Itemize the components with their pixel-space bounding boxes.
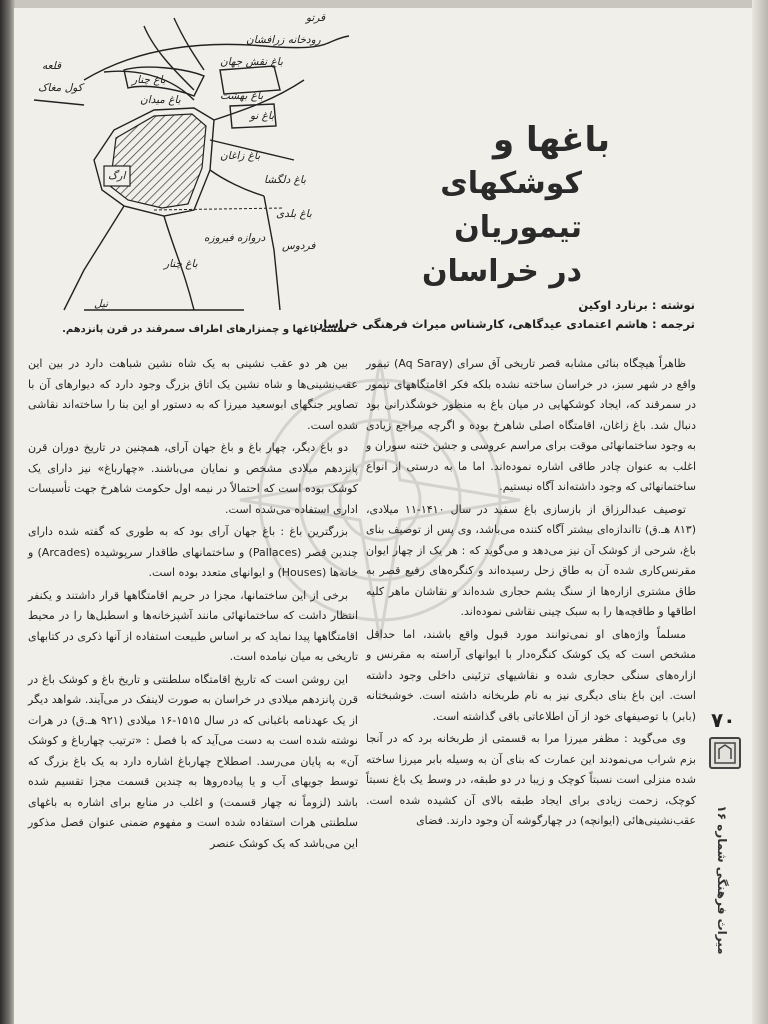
map-label: باغ دلگشا bbox=[264, 174, 306, 186]
samarkand-gardens-map bbox=[24, 10, 352, 322]
map-label: کول مغاک bbox=[38, 82, 83, 94]
translator-credit: ترجمه : هاشم اعتمادی عیدگاهی، کارشناس میراث فرهنگی خراسان bbox=[313, 317, 695, 331]
body-column-left bbox=[28, 354, 358, 856]
journal-logo-icon bbox=[709, 737, 741, 769]
map-label: دروازه فیروزه bbox=[204, 232, 266, 244]
map-label: نیل bbox=[94, 298, 109, 310]
page-edge bbox=[752, 0, 768, 1024]
map-label: باغ چنار bbox=[132, 74, 166, 86]
title-line-3: در خراسان bbox=[421, 254, 582, 289]
map-label: باغ نو bbox=[250, 110, 275, 122]
paragraph: بزرگترین باغ : باغ جهان آرای بود که به طوری که گفته شده دارای چندین قصر (Pallaces) و ساختمانهای طاقدار سرپوشیده (Arcades) و خانه‌ها (Houses) و ایوانهای متعدد بوده است. bbox=[28, 525, 358, 579]
author-credit: نوشته : برنارد اوکین bbox=[578, 298, 695, 312]
map-label: باغ چنار bbox=[164, 258, 198, 270]
map-label: باغ بهشت bbox=[220, 90, 264, 102]
article-title bbox=[360, 118, 610, 294]
paragraph: این روشن است که تاریخ اقامتگاه سلطنتی و تاریخ باغ و کوشک باغ در قرن پانزدهم میلادی در خراسان به صورت لاینفک در می‌آیند. شواهد دیگر از یک عهدنامه باغبانی که در سال ۱۵۱۵-۱۶ میلادی (۹۲۱ هـ.ق) در هرات نوشته شده است به دست می‌آید که با فصل : «ترتیب چهارباغ و کوشک آن» به پایان می‌رسد. اصطلاح چهارباغ اشاره دارد به یک باغ بزرگ که توسط جویهای آب و یا پیاده‌روها به چندین قسمت مجزا تقسیم شده باشد (لزوماً نه چهار قسمت) و اغلب در منابع برای اشاره به باغهای سلطنتی هرات استفاده شده است و مفهوم ضمنی عنوان فصل مذکور این می‌باشد که یک کوشک عنصر bbox=[28, 672, 358, 850]
map-label: فردوس bbox=[282, 240, 316, 252]
map-label: باغ بلدی bbox=[276, 208, 312, 220]
map-caption: نقشه باغها و چمنزارهای اطراف سمرقند در قرن پانزدهم. bbox=[62, 324, 348, 335]
paragraph: بین هر دو عقب نشینی به یک شاه نشین شباهت دارد در بین این عقب‌نشینی‌ها و شاه نشین یک اتاق بزرگ وجود دارد که دیوارهای آن با تصاویر جنگهای ابوسعید میرزا که به دستور او این بنا را ساخته‌اند نقاشی شده است. bbox=[28, 357, 358, 432]
map-drawing bbox=[24, 10, 352, 322]
map-label: قلعه bbox=[42, 60, 62, 72]
map-label: قرتو bbox=[306, 12, 326, 24]
paragraph: وی می‌گوید : مظفر میرزا مرا به قسمتی از طربخانه برد که در آنجا بزم شراب می‌نمودند این عمارت که بنای آن به وسیله بابر میرزا ساخته شده منزلی است نسبتاً کوچک و زیبا در دو طبقه، در وسط یک باغ نسبتاً کوچک، زحمت زیادی برای ایجاد طبقه بالای آن کشیده شده است. عقب‌نشینی‌هائی (ایوانچه) در چهارگوشه آن وجود دارند. فضای bbox=[366, 732, 696, 827]
map-label: باغ زاغان bbox=[220, 150, 261, 162]
journal-issue-label bbox=[704, 780, 740, 980]
paragraph: مسلماً واژه‌های او نمی‌توانند مورد قبول واقع باشند، اما حداقل مشخص است که یک کوشک کنگره‌دار با ایوانهای آراسته به مقرنس و ازاره‌های سنگی حجاری شده و نقاشیهای تزئینی داخلی وجود داشته است. این باغ بنای دیگری نیز به نام طربخانه داشته است. خوشبختانه (بابر) با توصیفهای خود از آن اطلاعاتی باقی گذاشته است. bbox=[366, 627, 696, 723]
map-label: ارگ bbox=[108, 170, 126, 182]
title-line-1: باغها و bbox=[493, 120, 610, 160]
map-label: باغ نقش جهان bbox=[220, 56, 283, 68]
map-label: رودخانه زرافشان bbox=[246, 34, 321, 46]
map-label: باغ میدان bbox=[140, 94, 181, 106]
paragraph: توصیف عبدالرزاق از بازسازی باغ سفید در سال ۱۴۱۰-۱۱ میلادی، (۸۱۳ هـ.ق) تااندازه‌ای بیشتر آگاه کننده می‌باشد، وی پس از توصیف بنای باغ، شرحی از کوشک آن نیز می‌دهد و می‌گوید که : هر یک از چهار ایوان مقرنس‌کاری شده آن به طاق زحل رسیده‌اند و کنگره‌های رفیع قصر به طاق مشتری ازاره‌ها از سنگ یشم حجاری شده‌اند و نقاشان ماهر کلیه اطاقها و طاقچه‌ها را به سبک چینی نقاشی نموده‌اند. bbox=[366, 502, 696, 618]
article-credits bbox=[313, 296, 695, 334]
page-number: ۷۰ bbox=[711, 708, 736, 732]
body-column-right bbox=[366, 354, 696, 834]
paragraph: برخی از این ساختمانها، مجزا در حریم اقامتگاهها قرار داشتند و یکنفر انتظار داشت که ساختمانهائی مانند آشپزخانه‌ها و اسطبل‌ها را در محیط اقامتگاهها پیدا نماید که بر اساس طبیعت استفاده از آنها ذکری در کتابهای تاریخی به میان نیامده است. bbox=[28, 588, 358, 663]
title-line-2: کوشکهای تیموریان bbox=[440, 166, 582, 245]
journal-issue-text: میراث فرهنگی شماره ۱۶ bbox=[715, 805, 729, 955]
paragraph: دو باغ دیگر، چهار باغ و باغ جهان آرای، همچنین در تاریخ دوران قرن پانزدهم میلادی مشخص و نمایان می‌باشند. «چهارباغ» نیز دارای یک کوشک بوده است که احتمالاً در نیمه اول حکومت شاهرخ جهت تأسیسات اداری استفاده می‌شده است. bbox=[28, 441, 358, 516]
paragraph: ظاهراً هیچگاه بنائی مشابه قصر تاریخی آق سرای (Aq Saray) تیمور واقع در شهر سبز، در خراسان ساخته نشده بلکه فکر اقامتگاههای تیمور در سمرقند که، ایجاد کوشکهایی در میان باغ به منظور خوشگذرانی بود دنبال شد. باغ زاغان، اقامتگاه اصلی شاهرخ بوده و اگرچه مراجع زیادی به وجود ساختمانهائی موقت برای مراسم عروسی و جشن ختنه سوران و اغلب به عنوان چادر طاقی اشاره نموده‌اند. اما ما به درستی از انواع ساختمانهائی که وجود داشته‌اند آگاه نیستیم. bbox=[366, 357, 696, 493]
